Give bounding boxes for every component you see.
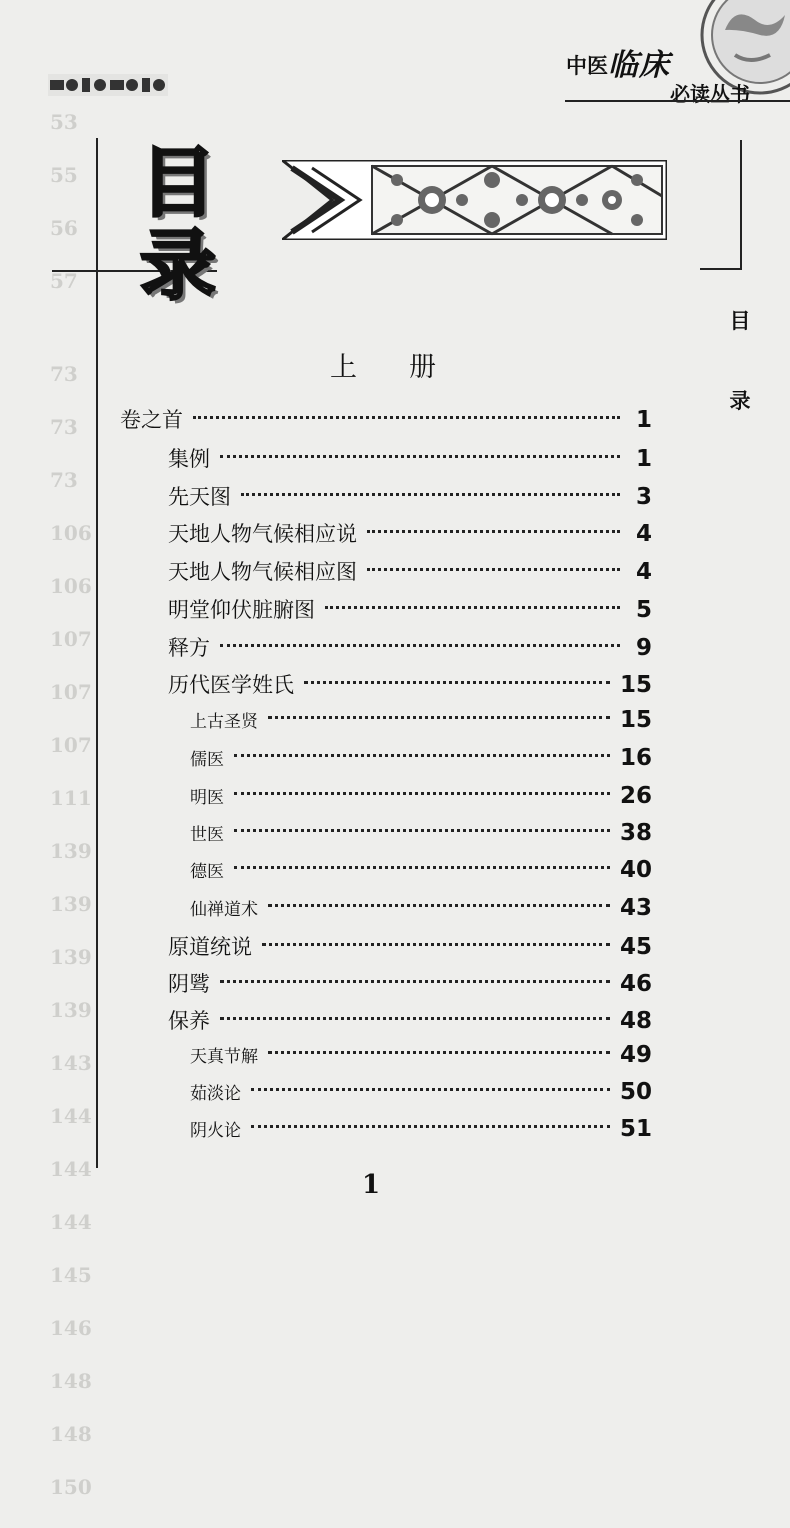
leader-dots [234, 866, 610, 869]
toc-entry-page: 51 [619, 1116, 652, 1142]
toc-entry-page: 38 [619, 820, 652, 846]
toc-entry-title: 集例 [168, 447, 210, 471]
toc-entry-title: 阴火论 [190, 1121, 241, 1141]
leader-dots [268, 1051, 610, 1054]
toc-entry-title: 天真节解 [190, 1047, 258, 1067]
leader-dots [268, 716, 610, 719]
leader-dots [262, 943, 610, 946]
toc-entry-page: 16 [619, 745, 652, 771]
main-margin-line [96, 138, 98, 1168]
toc-entry-title: 茹淡论 [190, 1084, 241, 1104]
toc-entry-page: 46 [619, 971, 652, 997]
page-number: 1 [362, 1170, 381, 1200]
series-title [566, 36, 750, 107]
leader-dots [251, 1088, 610, 1091]
toc-entry-title: 先天图 [168, 485, 231, 509]
toc-entry [190, 745, 652, 775]
toc-entry [168, 594, 652, 624]
toc-entry-title: 仙禅道术 [190, 900, 258, 920]
toc-entry-title: 原道统说 [168, 935, 252, 959]
toc-entry [168, 518, 652, 548]
leader-dots [220, 644, 620, 647]
toc-entry-page: 50 [619, 1079, 652, 1105]
toc-entry-page: 5 [635, 597, 652, 623]
toc-entry-page: 15 [619, 672, 652, 698]
leader-dots [234, 792, 610, 795]
toc-entry-page: 40 [619, 857, 652, 883]
toc-entry-title: 明医 [190, 788, 224, 808]
leader-dots [367, 530, 620, 533]
toc-entry [190, 895, 652, 925]
toc-entry-title: 明堂仰伏脏腑图 [168, 598, 315, 622]
toc-entry [190, 707, 652, 737]
page-title-char2: 录 [140, 221, 216, 310]
toc-entry-page: 4 [635, 559, 652, 585]
toc-entry-title: 卷之首 [120, 408, 183, 432]
leader-dots [268, 904, 610, 907]
series-title-part3: 必读丛书 [670, 82, 750, 106]
toc-entry [190, 783, 652, 813]
side-divider-tick [700, 268, 742, 270]
ornamental-banner-icon [282, 160, 667, 240]
toc-entry-page: 1 [635, 407, 652, 433]
toc-entry-title: 保养 [168, 1009, 210, 1033]
leader-dots [367, 568, 620, 571]
leader-dots [220, 455, 620, 458]
series-title-part1: 中医 [566, 54, 608, 78]
toc-entry [190, 1116, 652, 1146]
leader-dots [234, 754, 610, 757]
toc-entry [120, 404, 652, 434]
side-divider [740, 140, 742, 270]
leader-dots [193, 416, 620, 419]
header-rule [565, 100, 790, 102]
bleed-through-text: 53 55 56 57 73 73 73 106 106 107 107 107 111 139 139 139 139 143 144 144 144 145 146 148 148 150 [50, 110, 92, 1499]
volume-title: 上册 [330, 352, 488, 383]
decorative-border-icon [48, 74, 168, 96]
leader-dots [251, 1125, 610, 1128]
toc-entry [168, 632, 652, 662]
toc-entry [190, 820, 652, 850]
side-label-char2: 录 [729, 389, 751, 413]
toc-entry-title: 阴骘 [168, 972, 210, 996]
side-label-char1: 目 [729, 309, 751, 333]
leader-dots [234, 829, 610, 832]
toc-entry [190, 1079, 652, 1109]
toc-entry-title: 世医 [190, 825, 224, 845]
leader-dots [220, 1017, 610, 1020]
leader-dots [241, 493, 620, 496]
toc-entry-page: 45 [619, 934, 652, 960]
toc-entry [190, 1042, 652, 1072]
series-title-part2: 临床 [608, 48, 670, 83]
toc-entry-title: 天地人物气候相应图 [168, 560, 357, 584]
toc-entry-page: 15 [619, 707, 652, 733]
toc-entry [190, 857, 652, 887]
toc-entry-title: 儒医 [190, 750, 224, 770]
toc-entry [168, 556, 652, 586]
leader-dots [220, 980, 610, 983]
toc-entry-page: 26 [619, 783, 652, 809]
toc-entry-title: 释方 [168, 636, 210, 660]
toc-entry-title: 天地人物气候相应说 [168, 522, 357, 546]
toc-entry-page: 4 [635, 521, 652, 547]
toc-entry-page: 43 [619, 895, 652, 921]
toc-entry [168, 481, 652, 511]
toc-entry-page: 48 [619, 1008, 652, 1034]
toc-entry [168, 968, 652, 998]
toc-entry [168, 669, 652, 699]
toc-entry [168, 1005, 652, 1035]
toc-entry-page: 1 [635, 446, 652, 472]
toc-entry [168, 443, 652, 473]
leader-dots [325, 606, 620, 609]
toc-entry-page: 9 [635, 635, 652, 661]
toc-entry-title: 上古圣贤 [190, 712, 258, 732]
toc-entry-title: 历代医学姓氏 [168, 673, 294, 697]
toc-entry [168, 931, 652, 961]
toc-entry-title: 德医 [190, 862, 224, 882]
page-title-char1: 目 [140, 138, 216, 227]
leader-dots [304, 681, 610, 684]
toc-entry-page: 3 [635, 484, 652, 510]
toc-entry-page: 49 [619, 1042, 652, 1068]
